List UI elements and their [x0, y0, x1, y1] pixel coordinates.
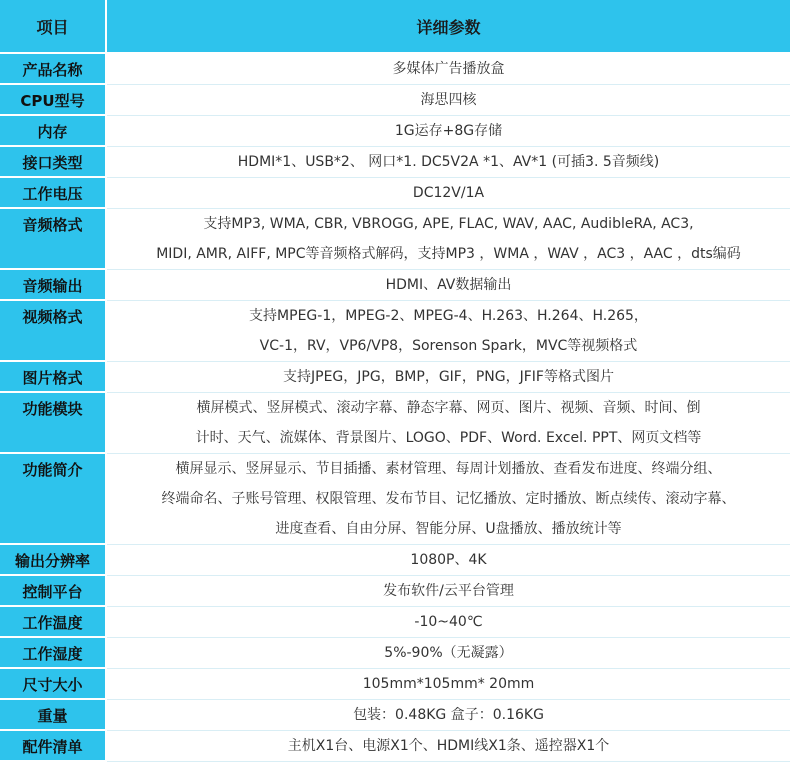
value-line: 计时、天气、流媒体、背景图片、LOGO、PDF、Word. Excel. PPT、网页文档等 — [195, 430, 702, 446]
row-label: 内存 — [0, 116, 107, 147]
value-line: 支持MP3, WMA, CBR, VBROGG, APE, FLAC, WAV, AAC, AudibleRA, AC3, — [203, 216, 694, 232]
value-line: HDMI、AV数据输出 — [385, 277, 512, 293]
value-line: 进度查看、自由分屏、智能分屏、U盘播放、播放统计等 — [275, 521, 622, 537]
row-label: 工作温度 — [0, 607, 107, 638]
value-line: HDMI*1、USB*2、 网口*1. DC5V2A *1、AV*1 (可插3. 5音频线) — [237, 154, 660, 170]
row-label: CPU型号 — [0, 85, 107, 116]
value-line: 海思四核 — [420, 92, 477, 108]
table-row — [0, 362, 790, 393]
table-row — [0, 116, 790, 147]
table-row — [0, 607, 790, 638]
value-line: 多媒体广告播放盒 — [392, 61, 505, 77]
value-line: 105mm*105mm* 20mm — [362, 676, 535, 692]
row-label: 功能模块 — [0, 393, 107, 454]
table-row — [0, 545, 790, 576]
table-header-row — [0, 0, 790, 54]
row-label: 接口类型 — [0, 147, 107, 178]
spec-body — [0, 54, 790, 762]
row-value — [107, 301, 790, 362]
value-line: 横屏模式、竖屏模式、滚动字幕、静态字幕、网页、图片、视频、音频、时间、倒 — [196, 400, 701, 416]
row-label: 音频格式 — [0, 209, 107, 270]
value-line: MIDI, AMR, AIFF, MPC等音频格式解码，支持MP3 ，WMA ，WAV ，AC3 ，AAC ，dts编码 — [156, 246, 741, 262]
value-line: 终端命名、子账号管理、权限管理、发布节目、记忆播放、定时播放、断点续传、滚动字幕、 — [161, 491, 736, 507]
value-line: 1080P、4K — [410, 552, 487, 568]
row-value — [107, 454, 790, 545]
table-row — [0, 700, 790, 731]
value-line: VC-1，RV，VP6/VP8，Sorenson Spark，MVC等视频格式 — [259, 338, 638, 354]
row-value — [107, 54, 790, 85]
row-value — [107, 576, 790, 607]
value-line: 5%-90%（无凝露） — [384, 645, 513, 661]
row-value — [107, 393, 790, 454]
row-label: 功能简介 — [0, 454, 107, 545]
row-value — [107, 270, 790, 301]
row-label: 配件清单 — [0, 731, 107, 762]
value-line: 支持MPEG-1，MPEG-2、MPEG-4、H.263、H.264、H.265， — [249, 308, 648, 324]
row-label: 图片格式 — [0, 362, 107, 393]
row-label: 工作电压 — [0, 178, 107, 209]
row-label: 工作湿度 — [0, 638, 107, 669]
table-row — [0, 669, 790, 700]
value-line: 横屏显示、竖屏显示、节目插播、素材管理、每周计划播放、查看发布进度、终端分组、 — [175, 461, 722, 477]
table-row — [0, 393, 790, 454]
table-row — [0, 454, 790, 545]
value-line: 包装：0.48KG 盒子：0.16KG — [353, 707, 544, 723]
row-value — [107, 638, 790, 669]
table-row — [0, 576, 790, 607]
value-line: 支持JPEG，JPG，BMP，GIF，PNG，JFIF等格式图片 — [283, 369, 614, 385]
row-label: 产品名称 — [0, 54, 107, 85]
table-row — [0, 301, 790, 362]
row-label: 输出分辨率 — [0, 545, 107, 576]
header-value: 详细参数 — [107, 0, 790, 54]
table-row — [0, 147, 790, 178]
value-line: 发布软件/云平台管理 — [383, 583, 514, 599]
table-row — [0, 85, 790, 116]
row-value — [107, 147, 790, 178]
row-value — [107, 700, 790, 731]
header-label: 项目 — [0, 0, 107, 54]
table-row — [0, 731, 790, 762]
row-label: 尺寸大小 — [0, 669, 107, 700]
row-value — [107, 116, 790, 147]
row-value — [107, 607, 790, 638]
row-value — [107, 362, 790, 393]
row-value — [107, 545, 790, 576]
table-row — [0, 54, 790, 85]
row-label: 重量 — [0, 700, 107, 731]
row-value — [107, 209, 790, 270]
table-row — [0, 638, 790, 669]
row-value — [107, 669, 790, 700]
value-line: 1G运存+8G存储 — [394, 123, 503, 139]
row-value — [107, 178, 790, 209]
value-line: 主机X1台、电源X1个、HDMI线X1条、遥控器X1个 — [287, 738, 610, 754]
row-label: 控制平台 — [0, 576, 107, 607]
row-value — [107, 85, 790, 116]
row-label: 音频输出 — [0, 270, 107, 301]
table-row — [0, 178, 790, 209]
table-row — [0, 270, 790, 301]
value-line: -10~40℃ — [414, 614, 483, 630]
row-value — [107, 731, 790, 762]
value-line: DC12V/1A — [412, 185, 485, 201]
table-row — [0, 209, 790, 270]
row-label: 视频格式 — [0, 301, 107, 362]
